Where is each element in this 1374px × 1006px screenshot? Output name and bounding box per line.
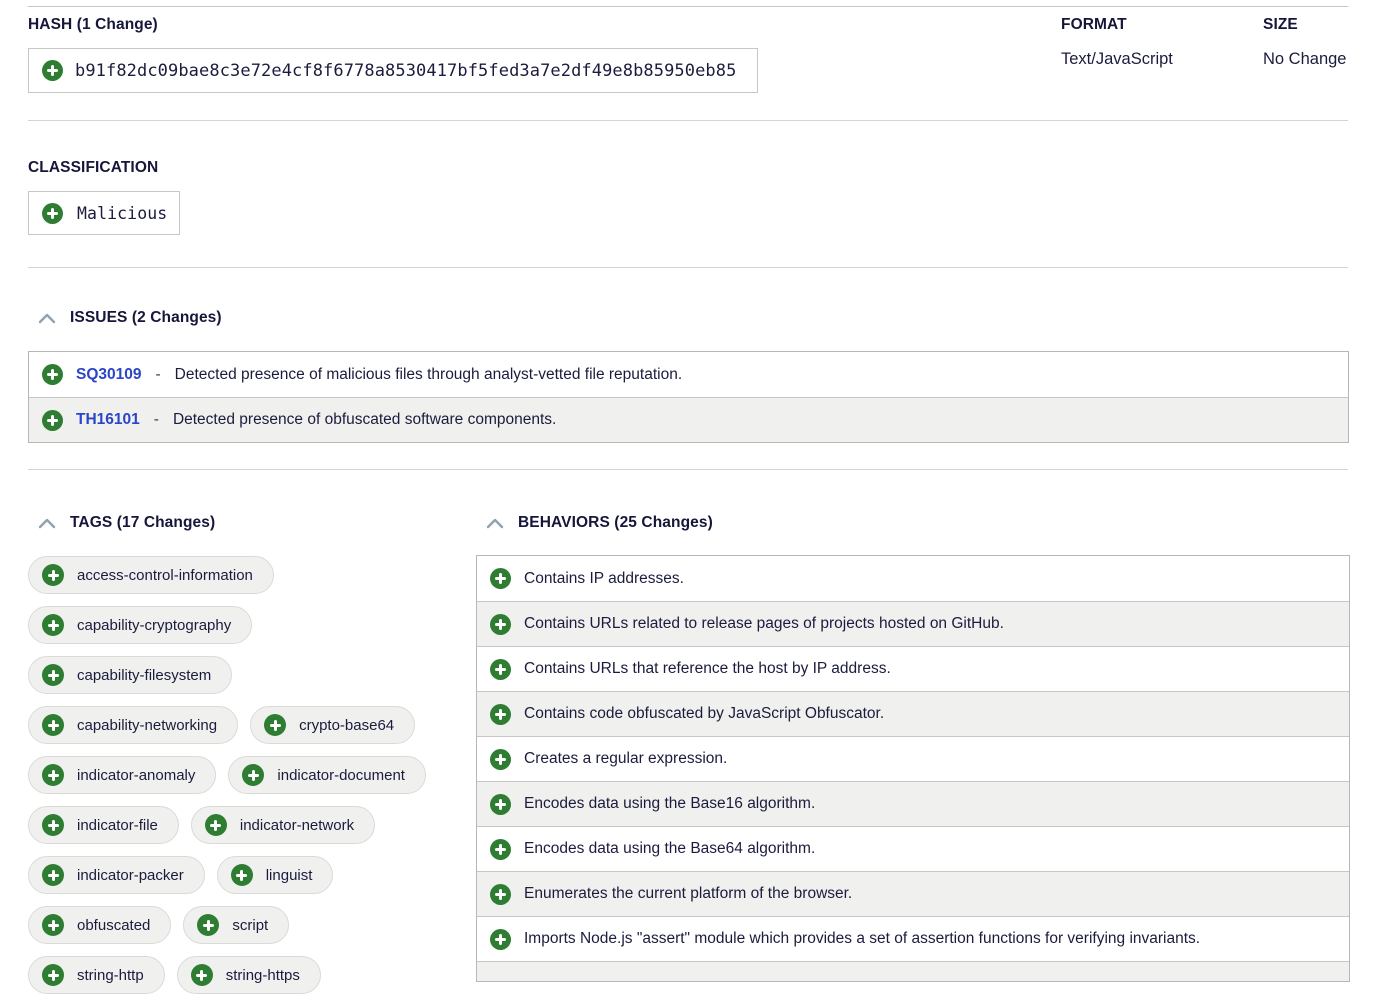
plus-circle-icon bbox=[490, 568, 511, 589]
behavior-text: Imports Node.js "assert" module which provides a set of assertion functions for verifying invariants. bbox=[524, 930, 1201, 947]
tag-pill[interactable] bbox=[28, 556, 274, 594]
tag-row bbox=[28, 706, 478, 744]
tag-pill[interactable] bbox=[217, 856, 334, 894]
issue-separator: - bbox=[155, 365, 161, 383]
chevron-up-icon bbox=[38, 518, 56, 529]
issue-row bbox=[29, 352, 1348, 397]
plus-circle-icon bbox=[42, 410, 63, 431]
tag-row bbox=[28, 856, 478, 894]
issues-title: ISSUES (2 Changes) bbox=[70, 309, 222, 326]
tag-row bbox=[28, 656, 478, 694]
issue-id-link[interactable]: TH16101 bbox=[76, 411, 140, 428]
tag-label: indicator-document bbox=[277, 766, 405, 784]
tag-label: access-control-information bbox=[77, 566, 253, 584]
tag-label: indicator-packer bbox=[77, 866, 184, 884]
tag-pill[interactable] bbox=[191, 806, 375, 844]
tags-list bbox=[28, 556, 478, 1006]
behavior-row bbox=[477, 691, 1349, 736]
tag-label: capability-networking bbox=[77, 716, 218, 734]
plus-circle-icon bbox=[231, 864, 253, 886]
hash-value: b91f82dc09bae8c3e72e4cf8f6778a8530417bf5fed3a7e2df49e8b85950eb85 bbox=[75, 60, 737, 81]
behavior-row bbox=[477, 646, 1349, 691]
classification-value: Malicious bbox=[77, 203, 168, 223]
plus-circle-icon bbox=[490, 929, 511, 950]
behaviors-table bbox=[476, 555, 1350, 982]
tag-label: linguist bbox=[265, 866, 313, 884]
hash-section-label: HASH (1 Change) bbox=[28, 16, 158, 33]
behavior-row bbox=[477, 736, 1349, 781]
tags-title: TAGS (17 Changes) bbox=[70, 514, 216, 531]
size-label: SIZE bbox=[1263, 16, 1298, 33]
plus-circle-icon bbox=[42, 364, 63, 385]
tag-label: capability-cryptography bbox=[77, 616, 232, 634]
tag-label: string-http bbox=[77, 966, 144, 984]
plus-circle-icon bbox=[490, 884, 511, 905]
behavior-text: Creates a regular expression. bbox=[524, 750, 728, 767]
tag-row bbox=[28, 906, 478, 944]
behavior-text: Contains URLs that reference the host by IP address. bbox=[524, 660, 891, 677]
tag-label: indicator-file bbox=[77, 816, 158, 834]
behaviors-collapse-button[interactable] bbox=[486, 516, 504, 530]
behavior-row bbox=[477, 871, 1349, 916]
tag-pill[interactable] bbox=[177, 956, 321, 994]
tag-label: capability-filesystem bbox=[77, 666, 212, 684]
plus-circle-icon bbox=[42, 714, 64, 736]
tag-pill[interactable] bbox=[28, 756, 216, 794]
plus-circle-icon bbox=[42, 664, 64, 686]
plus-circle-icon bbox=[42, 914, 64, 936]
section-divider bbox=[28, 469, 1348, 470]
tag-pill[interactable] bbox=[250, 706, 415, 744]
format-label: FORMAT bbox=[1061, 16, 1127, 33]
tags-collapse-button[interactable] bbox=[38, 516, 56, 530]
size-value: No Change bbox=[1263, 50, 1347, 68]
issues-section-header bbox=[38, 307, 222, 329]
top-divider bbox=[28, 6, 1348, 7]
tag-row bbox=[28, 606, 478, 644]
section-divider bbox=[28, 120, 1348, 121]
issues-collapse-button[interactable] bbox=[38, 311, 56, 325]
behavior-text: Contains URLs related to release pages of projects hosted on GitHub. bbox=[524, 615, 1004, 632]
tag-pill[interactable] bbox=[28, 856, 205, 894]
plus-circle-icon bbox=[42, 964, 64, 986]
plus-circle-icon bbox=[197, 914, 219, 936]
tag-pill[interactable] bbox=[183, 906, 289, 944]
behavior-text: Enumerates the current platform of the browser. bbox=[524, 885, 853, 902]
section-divider bbox=[28, 267, 1348, 268]
classification-label: CLASSIFICATION bbox=[28, 159, 159, 176]
issue-separator: - bbox=[153, 411, 159, 428]
plus-circle-icon bbox=[42, 814, 64, 836]
tag-pill[interactable] bbox=[28, 806, 179, 844]
tag-label: indicator-anomaly bbox=[77, 766, 196, 784]
plus-circle-icon bbox=[42, 864, 64, 886]
issue-description: Detected presence of obfuscated software components. bbox=[172, 411, 557, 428]
behaviors-section-header bbox=[486, 512, 713, 534]
tag-label: crypto-base64 bbox=[299, 716, 395, 734]
plus-circle-icon bbox=[490, 614, 511, 635]
behavior-row bbox=[477, 826, 1349, 871]
tag-row bbox=[28, 956, 478, 994]
behavior-row bbox=[477, 781, 1349, 826]
behavior-row bbox=[477, 916, 1349, 961]
tag-pill[interactable] bbox=[28, 656, 232, 694]
tags-section-header bbox=[38, 512, 215, 534]
chevron-up-icon bbox=[486, 518, 504, 529]
format-value: Text/JavaScript bbox=[1061, 50, 1173, 68]
tag-pill[interactable] bbox=[28, 956, 165, 994]
chevron-up-icon bbox=[38, 313, 56, 324]
plus-circle-icon bbox=[264, 714, 286, 736]
plus-circle-icon bbox=[242, 764, 264, 786]
issues-table bbox=[28, 351, 1349, 443]
behavior-row bbox=[477, 556, 1349, 601]
behavior-text: Encodes data using the Base64 algorithm. bbox=[524, 840, 816, 857]
plus-circle-icon bbox=[42, 614, 64, 636]
tag-pill[interactable] bbox=[228, 756, 426, 794]
plus-circle-icon bbox=[191, 964, 213, 986]
plus-circle-icon bbox=[490, 794, 511, 815]
hash-value-box bbox=[28, 48, 758, 93]
plus-circle-icon bbox=[490, 659, 511, 680]
classification-value-box bbox=[28, 191, 180, 235]
tag-row bbox=[28, 556, 478, 594]
plus-circle-icon bbox=[42, 60, 63, 81]
tag-row bbox=[28, 756, 478, 794]
behavior-text: Contains code obfuscated by JavaScript Obfuscator. bbox=[524, 705, 885, 722]
plus-circle-icon bbox=[490, 839, 511, 860]
plus-circle-icon bbox=[42, 564, 64, 586]
tag-pill[interactable] bbox=[28, 706, 238, 744]
tag-label: indicator-network bbox=[239, 816, 355, 834]
behavior-text: Encodes data using the Base16 algorithm. bbox=[524, 795, 816, 812]
tag-pill[interactable] bbox=[28, 606, 252, 644]
plus-circle-icon bbox=[205, 814, 227, 836]
plus-circle-icon bbox=[42, 764, 64, 786]
tag-label: obfuscated bbox=[77, 916, 151, 934]
behavior-row bbox=[477, 601, 1349, 646]
behavior-row-partial bbox=[477, 961, 1349, 981]
behaviors-title: BEHAVIORS (25 Changes) bbox=[518, 514, 713, 531]
plus-circle-icon bbox=[42, 203, 63, 224]
plus-circle-icon bbox=[490, 704, 511, 725]
issue-description: Detected presence of malicious files through analyst-vetted file reputation. bbox=[174, 365, 683, 383]
tag-row bbox=[28, 806, 478, 844]
behavior-text: Contains IP addresses. bbox=[524, 569, 684, 587]
tag-pill[interactable] bbox=[28, 906, 171, 944]
tag-label: string-https bbox=[225, 966, 300, 984]
issue-id-link[interactable]: SQ30109 bbox=[76, 365, 142, 383]
issue-row bbox=[29, 397, 1348, 442]
plus-circle-icon bbox=[490, 749, 511, 770]
tag-label: script bbox=[232, 916, 269, 934]
